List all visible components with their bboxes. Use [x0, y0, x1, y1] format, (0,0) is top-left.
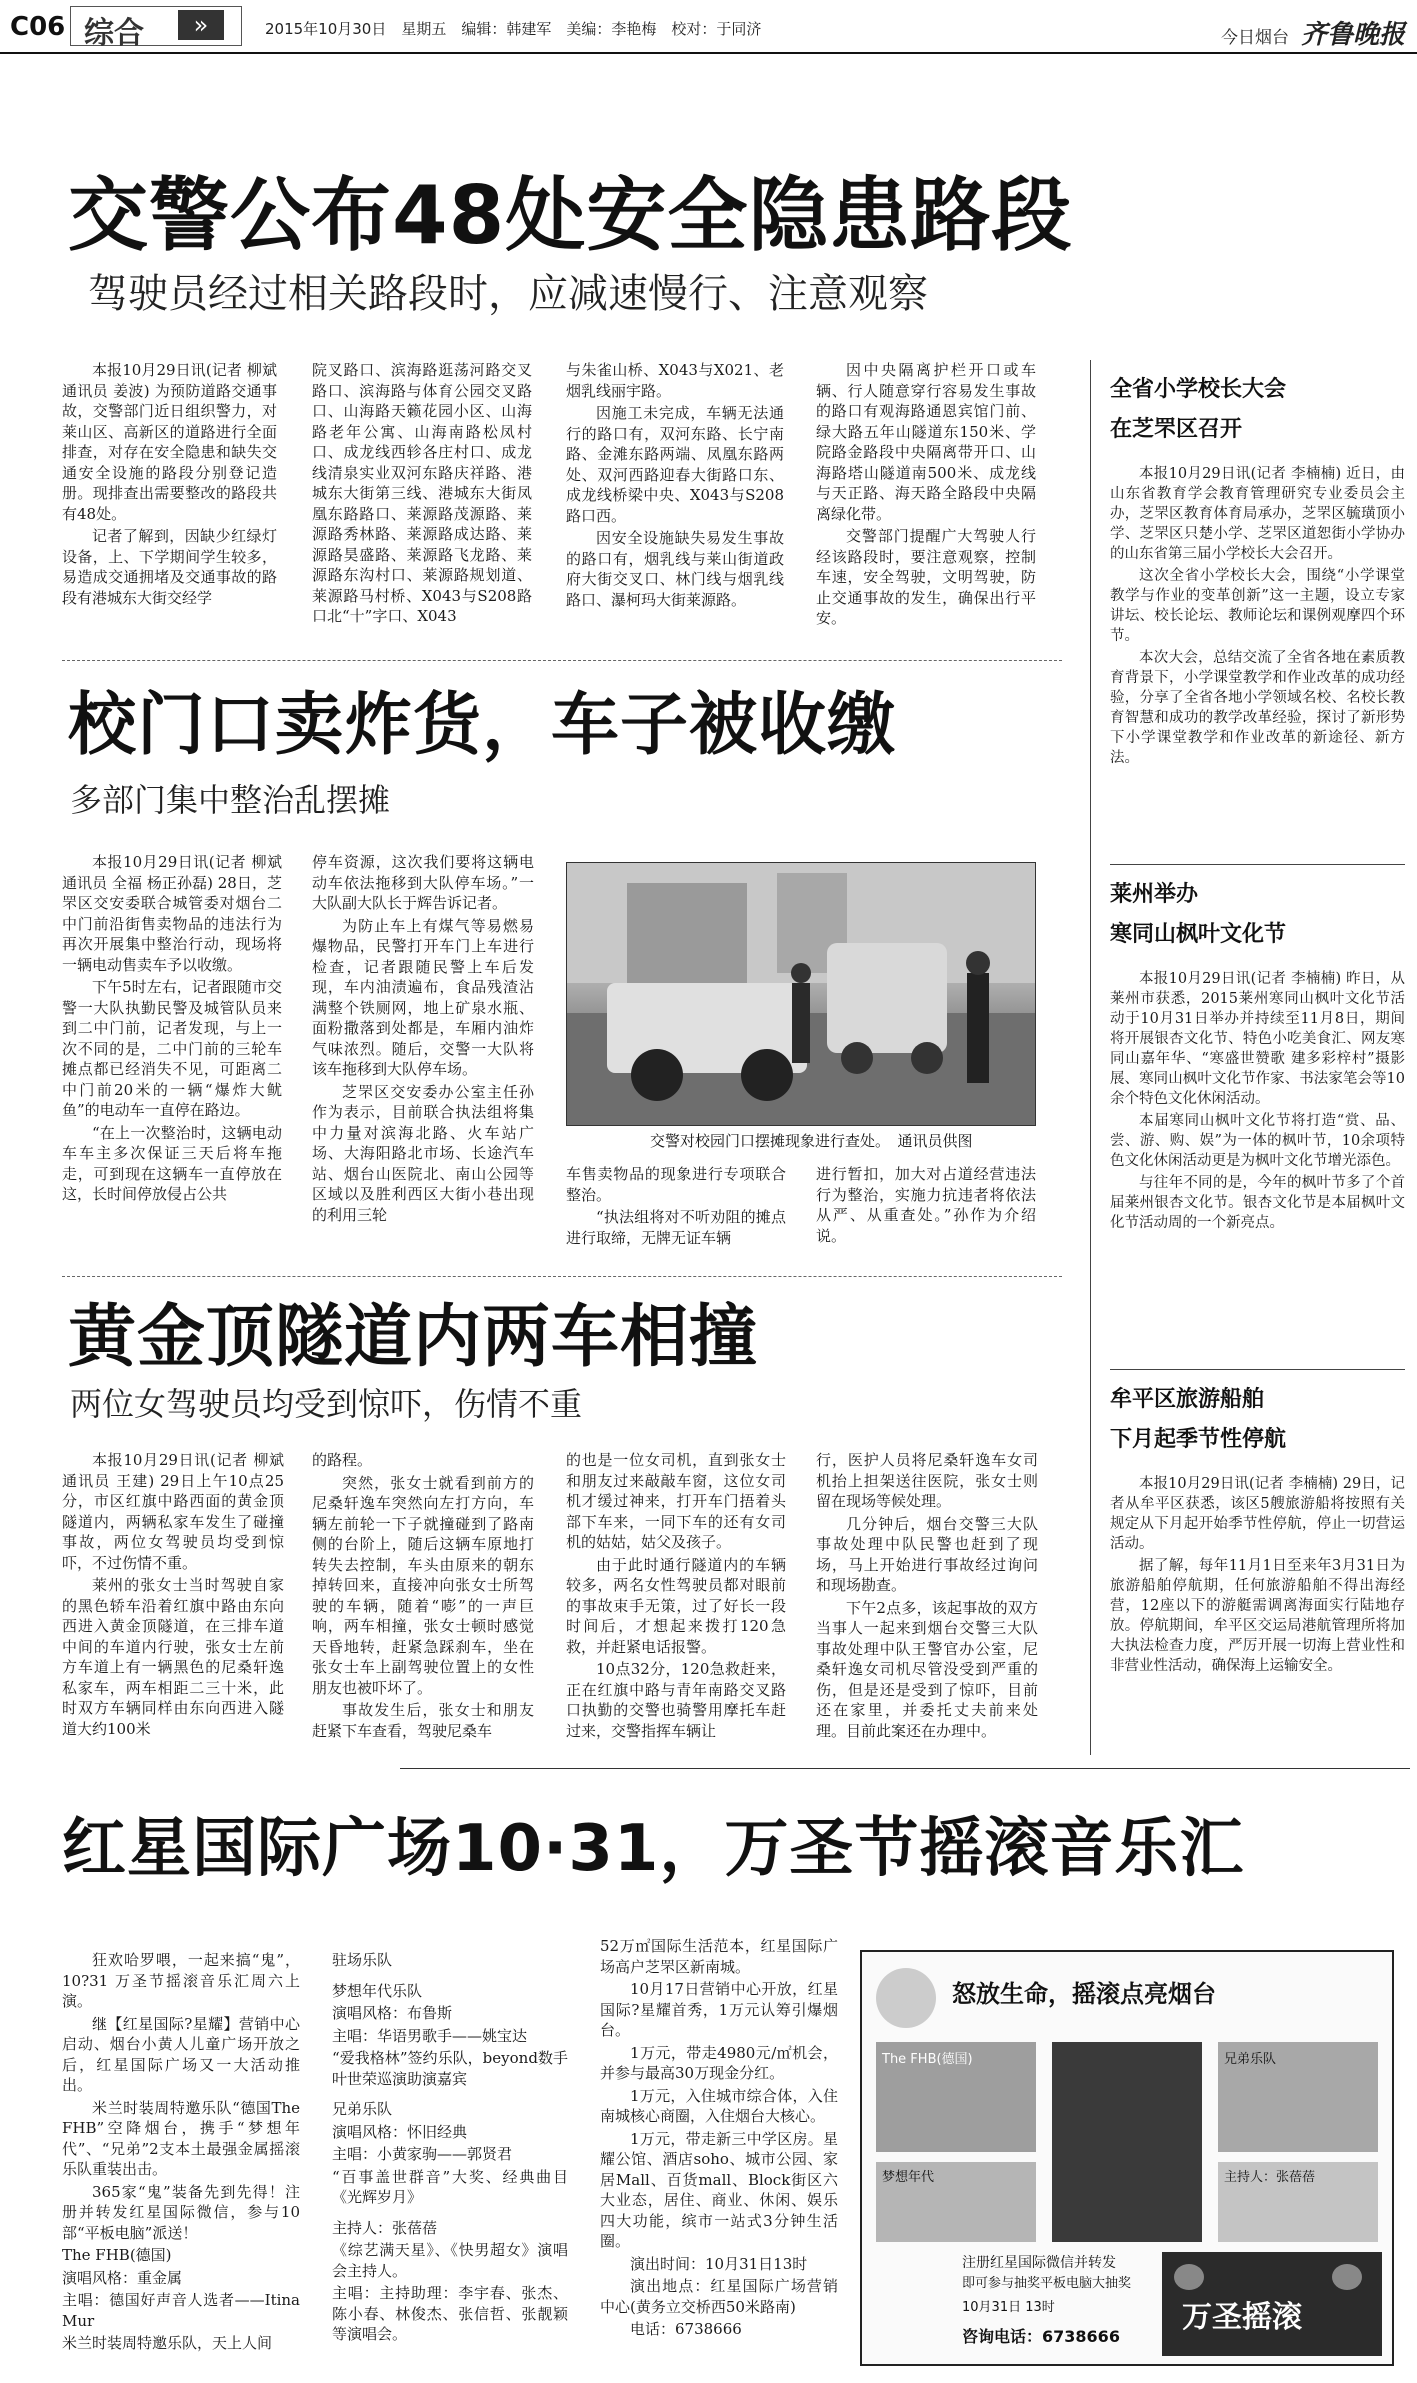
- paragraph: 驻场乐队: [332, 1951, 393, 1969]
- article3-col3: [566, 1450, 786, 1740]
- paragraph: 院叉路口、滨海路逛荡河路交叉路口、滨海路与体育公园交叉路口、山海路天籁花园小区、山海路老年公寓、山海南路松凤村口、成龙线西轸各庄村口、成龙线清泉实业双河东路庆祥路、港城东大街第三线、港城东大街凤凰东路路口、莱源路茂源路、莱源路秀林路、莱源路成达路、莱源路昊盛路、莱源路飞龙路、莱源路东沟村口、莱源路规划道、莱源路马村桥、X043与S208路口北“十”字口、X043: [312, 361, 532, 625]
- paragraph: 下午5时左右，记者跟随市交警一大队执勤民警及城管队员来到二中门前，记者发现，与上一次不同的是，二中门前的三轮车摊点都已经消失不见，可距离二中门前20米的一辆“爆炸大鱿鱼”的电动车一直停在路边。: [62, 978, 282, 1119]
- paragraph: “百事盖世群音”大奖、经典曲目《光辉岁月》: [332, 2167, 568, 2206]
- subhead-3: 两位女驾驶员均受到惊吓，伤情不重: [70, 1385, 583, 1423]
- paragraph: 主唱：德国好声音人选者——Itina Mur: [62, 2291, 300, 2330]
- paragraph: 本报10月29日讯(记者 柳斌 通讯员 全福 杨正孙磊) 28日，芝罘区交安委联合城管委对烟台二中门前沿街售卖物品的违法行为再次开展集中整治行动，现场将一辆电动售卖车予以收缴。: [62, 853, 282, 974]
- ad-middle-2: 即可参与抽奖平板电脑大抽奖: [962, 2276, 1132, 2291]
- pumpkin-icon: [1174, 2264, 1204, 2290]
- paragraph: 突然，张女士就看到前方的尼桑轩逸车突然向左打方向，车辆左前轮一下子就撞碰到了路南侧的台阶上，随后这辆车原地打转失去控制，车头由原来的朝东掉转回来，直接冲向张女士所驾驶的车辆，随着“嘭”的一声巨响，两车相撞，张女士顿时感觉天昏地转，赶紧急踩刹车，坐在张女士车上副驾驶位置上的女性朋友也被吓坏了。: [312, 1473, 534, 1697]
- article4-col3: [600, 1936, 838, 2370]
- header-right: [1221, 14, 1405, 51]
- section-name: 综合: [84, 16, 144, 51]
- paper-logo: 齐鲁晚报: [1300, 20, 1405, 50]
- paragraph: “爱我格林”签约乐队，beyond数手叶世荣巡演助演嘉宾: [332, 2049, 568, 2088]
- paragraph: 电话：6738666: [630, 2320, 742, 2338]
- advertisement: [860, 1950, 1394, 2366]
- paragraph: 这次全省小学校长大会，围绕“小学课堂教学与作业的变革创新”这一主题，设立专家讲坛、校长论坛、教师论坛和课例观摩四个环节。: [1110, 568, 1405, 644]
- paragraph: 主唱：小黄家驹——郭贤君: [332, 2145, 513, 2163]
- paragraph: “执法组将对不听劝阻的摊点进行取缔，无牌无证车辆: [566, 1208, 786, 1247]
- paragraph: 本次大会，总结交流了全省各地在素质教育背景下，小学课堂教学和作业改革的成功经验，分享了全省各地小学领域名校、名校长教育智慧和成功的教学改革经验，探讨了新形势下小学课堂教学和作业改革的新途径、新方法。: [1110, 650, 1405, 766]
- paragraph: 演出地点：红星国际广场营销中心(黄务立交桥西50米路南): [600, 2277, 838, 2316]
- page-header: [0, 0, 1417, 50]
- headline-4: 红星国际广场10·31，万圣节摇滚音乐汇: [62, 1812, 1245, 1886]
- sidebar-title-3b: 下月起季节性停航: [1110, 1427, 1287, 1452]
- sidebar-title-1b: 在芝罘区召开: [1110, 417, 1243, 442]
- sidebar-title-3: 牟平区旅游船舶: [1110, 1387, 1265, 1412]
- article1-col3: [566, 360, 784, 630]
- paragraph: 本报10月29日讯(记者 李楠楠) 昨日，从莱州市获悉，2015莱州寒同山枫叶文化节活动于10月31日举办并持续至11月8日，期间将开展银杏文化节、特色小吃美食汇、网友寒同山嘉年华、“寒盛世赞歌 建多彩梓村”摄影展、寒同山枫叶文化节作家、书法家笔会等10余个特色文化休闲活动。: [1110, 971, 1405, 1107]
- paragraph: 演唱风格：重金属: [62, 2268, 183, 2287]
- sidebar-rule: [1110, 864, 1405, 865]
- band-name: 兄弟乐队: [332, 2100, 393, 2118]
- paragraph: 本届寒同山枫叶文化节将打造“赏、品、尝、游、购、娱”为一体的枫叶节，10余项特色文化休闲活动更是为枫叶文化节增光添色。: [1110, 1113, 1405, 1169]
- article2-col4: [816, 1164, 1036, 1290]
- paragraph: 演唱风格：怀旧经典: [332, 2122, 468, 2141]
- ad-phone-label: 咨询电话：: [962, 2327, 1043, 2346]
- sidebar-body-2: [1110, 969, 1405, 1359]
- paragraph: 交警部门提醒广大驾驶人行经该路段时，要注意观察，控制车速，安全驾驶，文明驾驶，防止交通事故的发生，确保出行平安。: [816, 527, 1036, 627]
- sidebar-body-3: [1110, 1474, 1405, 1784]
- photo-caption: 交警对校园门口摆摊现象进行查处。 通讯员供图: [650, 1132, 973, 1150]
- paragraph: 因施工未完成，车辆无法通行的路口有，双河东路、长宁南路、金滩东路两端、凤凰东路两处、双河西路迎春大街路口东、成龙线桥梁中央、X043与S208路口西。: [566, 404, 784, 525]
- ad-middle: 注册红星国际微信并转发: [962, 2255, 1116, 2271]
- paragraph: 主唱：华语男歌手——姚宝达: [332, 2026, 528, 2045]
- header-right-label: 今日烟台: [1220, 28, 1289, 48]
- headline-3: 黄金顶隧道内两车相撞: [68, 1298, 759, 1377]
- paragraph: 行，医护人员将尼桑轩逸车女司机抬上担架送往医院，张女士则留在现场等候处理。: [816, 1451, 1038, 1510]
- article3-col4: [816, 1450, 1038, 1740]
- ad-band-right-2: 主持人：张蓓蓓: [1224, 2170, 1316, 2185]
- page-number: C06: [10, 12, 66, 42]
- paragraph: 据了解，每年11月1日至来年3月31日为旅游船舶停航期，任何旅游船舶不得出海经营，12座以下的游艇需调离海面实行陆地存放。停航期间，牟平区交运局港航管理所将加大执法检查力度，严厉开展一切海上营业性和非营业性活动，确保海上运输安全。: [1110, 1558, 1405, 1674]
- logo-icon: [876, 1968, 936, 2028]
- paragraph: 演唱风格：布鲁斯: [332, 2004, 453, 2022]
- paragraph: 事故发生后，张女士和朋友赶紧下车查看，驾驶尼桑车: [312, 1701, 534, 1740]
- ad-phone-number: 6738666: [1042, 2327, 1120, 2346]
- article-separator: [62, 1276, 1062, 1277]
- paragraph: 莱州的张女士当时驾驶自家的黑色轿车沿着红旗中路由东向西进入黄金顶隧道，在三排车道中间的车道内行驶，张女士左前方车道上有一辆黑色的尼桑轩逸私家车，两车相距二三十米，此时双方车辆同样由东向西进入隧道大约100米: [62, 1576, 284, 1738]
- paragraph: 1万元，带走4980元/㎡机会，并参与最高30万现金分红。: [600, 2043, 838, 2082]
- paragraph: 进行暂扣，加大对占道经营违法行为整治，实施力抗违者将依法从严、从重查处。”孙作为介绍说。: [816, 1165, 1036, 1245]
- stage-photo: [1052, 2042, 1202, 2242]
- article1-col2: [312, 360, 532, 630]
- article2-col3: [566, 1164, 786, 1290]
- sidebar-body-1: [1110, 464, 1405, 854]
- paragraph: 本报10月29日讯(记者 柳斌 通讯员 王建) 29日上午10点25分，市区红旗中路西面的黄金顶隧道内，两辆私家车发生了碰撞事故，两位女驾驶员均受到惊吓，不过伤情不重。: [62, 1451, 284, 1572]
- paragraph: 1万元，入住城市综合体，入住南城核心商圈，入住烟台大核心。: [600, 2086, 838, 2125]
- headline-2: 校门口卖炸货，车子被收缴: [68, 686, 897, 765]
- paragraph: 52万㎡国际生活范本，红星国际广场高户芝罘区新南城。: [600, 1937, 838, 1976]
- paragraph: 几分钟后，烟台交警三大队事故处理中队民警也赶到了现场，马上开始进行事故经过询问和现场勘查。: [816, 1514, 1038, 1594]
- paragraph: “在上一次整治时，这辆电动车车主多次保证三天后将车拖走，可到现在这辆车一直停放在这，长时间停放侵占公共: [62, 1123, 282, 1203]
- paragraph: 本报10月29日讯(记者 李楠楠) 29日，记者从牟平区获悉，该区5艘旅游船将按照有关规定从下月起开始季节性停航，停止一切营运活动。: [1110, 1476, 1405, 1552]
- article2-col2: [312, 852, 534, 1290]
- paragraph: 演出时间：10月31日13时: [630, 2254, 808, 2273]
- news-photo: [566, 862, 1036, 1126]
- paragraph: 芝罘区交安委办公室主任孙作为表示，目前联合执法组将集中力量对滨海北路、火车站广场、大海阳路北市场、长途汽车站、烟台山医院北、南山公园等区域以及胜利西区大街小巷出现的利用三轮: [312, 1082, 534, 1224]
- sidebar-title-1: 全省小学校长大会: [1110, 377, 1287, 402]
- header-info: 2015年10月30日 星期五 编辑：韩建军 美编：李艳梅 校对：于同济: [265, 20, 762, 38]
- paragraph: 由于此时通行隧道内的车辆较多，两名女性驾驶员都对眼前的事故束手无策，过了好长一段时间后，才想起来拨打120急救，并赶紧电话报警。: [566, 1555, 786, 1656]
- paragraph: 米兰时装周特邀乐队，天上人间: [62, 2334, 273, 2352]
- ad-band-right: 兄弟乐队: [1224, 2052, 1277, 2067]
- section-separator: [400, 1768, 1410, 1769]
- ad-band-left: The FHB(德国): [882, 2052, 973, 2067]
- headline-1: 交警公布48处安全隐患路段: [68, 169, 1073, 262]
- paragraph: 本报10月29日讯(记者 李楠楠) 近日，由山东省教育学会教育管理研究专业委员会主办，芝罘区教育体育局承办，芝罘区毓璜顶小学、芝罘区只楚小学、芝罘区道恕街小学协办的山东省第三届小学校长大会召开。: [1110, 466, 1405, 562]
- article1-col4: [816, 360, 1036, 630]
- paragraph: 米兰时装周特邀乐队“德国The FHB”空降烟台，携手“梦想年代”、“兄弟”2支本土最强金属摇滚乐队重装出击。: [62, 2098, 300, 2178]
- ad-brand: 万圣摇滚: [1182, 2300, 1302, 2335]
- paragraph: 10月17日营销中心开放，红星国际?星耀首秀，1万元认筹引爆烟台。: [600, 1980, 838, 2039]
- ad-phone: [962, 2324, 1120, 2347]
- paragraph: 10点32分，120急救赶来，正在红旗中路与青年南路交叉路口执勤的交警也骑警用摩托车赶过来，交警指挥车辆让: [566, 1660, 786, 1740]
- paragraph: 与朱雀山桥、X043与X021、老烟乳线丽宇路。: [566, 361, 784, 400]
- article-separator: [62, 660, 1062, 661]
- sidebar-title-2b: 寒同山枫叶文化节: [1110, 922, 1287, 947]
- host-name: 主持人：张蓓蓓: [332, 2218, 438, 2237]
- band-name: The FHB(德国): [62, 2246, 172, 2264]
- paragraph: 为防止车上有煤气等易燃易爆物品，民警打开车门上车进行检查，记者跟随民警上车后发现，车内油渍遍布，食品残渣沾满整个铁厕网，地上矿泉水瓶、面粉撒落到处都是，车厢内油炸气味浓烈。随后，交警一大队将该车拖移到大队停车场。: [312, 916, 534, 1078]
- ad-slogan: 怒放生命，摇滚点亮烟台: [952, 1980, 1216, 2008]
- paragraph: 主唱：主持助理：李宇春、张杰、陈小春、林俊杰、张信哲、张靓颖等演唱会。: [332, 2284, 568, 2343]
- pumpkin-icon: [1332, 2264, 1362, 2290]
- sidebar-rule: [1110, 1369, 1405, 1370]
- paragraph: 与往年不同的是，今年的枫叶节多了个首届莱州银杏文化节。银杏文化节是本届枫叶文化节活动周的一个新亮点。: [1110, 1175, 1405, 1231]
- paragraph: 继【红星国际?星耀】营销中心启动、烟台小黄人儿童广场开放之后，红星国际广场又一大活动推出。: [62, 2014, 300, 2094]
- paragraph: 因安全设施缺失易发生事故的路口有，烟乳线与莱山街道政府大街交叉口、林门线与烟乳线路口、瀑柯玛大街莱源路。: [566, 529, 784, 609]
- article3-col1: [62, 1450, 284, 1738]
- ad-band-left-2: 梦想年代: [882, 2170, 935, 2185]
- article4-col1: [62, 1950, 300, 2370]
- sidebar-divider: [1090, 360, 1091, 1755]
- article1-col1: [62, 360, 277, 630]
- sidebar-title-2: 莱州举办: [1110, 882, 1199, 907]
- article3-col2: [312, 1450, 534, 1740]
- sidebar: [1110, 360, 1405, 1750]
- subhead-2: 多部门集中整治乱摆摊: [70, 781, 391, 819]
- paragraph: 因中央隔离护栏开口或车辆、行人随意穿行容易发生事故的路口有观海路通恩宾馆门前、绿大路五年山隧道东150米、学院路金路段中央隔离带开口、山海路塔山隧道南500米、成龙线与天正路、海天路全路段中央隔离绿化带。: [816, 361, 1036, 523]
- paragraph: 记者了解到，因缺少红绿灯设备，上、下学期间学生较多，易造成交通拥堵及交通事故的路段有港城东大街交经学: [62, 527, 277, 607]
- paragraph: 的路程。: [312, 1451, 373, 1469]
- paragraph: 的也是一位女司机，直到张女士和朋友过来敲敲车窗，这位女司机才缓过神来，打开车门捂着头部下车来，一同下车的还有女司机的姑姑，姑父及孩子。: [566, 1451, 786, 1551]
- band-name: 梦想年代乐队: [332, 1981, 423, 2000]
- paragraph: 下午2点多，该起事故的双方当事人一起来到烟台交警三大队事故处理中队王警官办公室，尼桑轩逸女司机尽管没受到严重的伤，但是还是受到了惊吓，目前还在家里，并委托丈夫前来处理。目前此案还在办理中。: [816, 1598, 1038, 1740]
- ad-date: 10月31日 13时: [962, 2300, 1055, 2315]
- paragraph: 1万元，带走新三中学区房。星耀公馆、酒店soho、城市公园、家居Mall、百货mall、Block街区六大业态，居住、商业、休闲、娱乐四大功能，缤市一站式3分钟生活圈。: [600, 2129, 838, 2250]
- paragraph: 本报10月29日讯(记者 柳斌 通讯员 姜波) 为预防道路交通事故，交警部门近日组织警力，对莱山区、高新区的道路进行全面排查，对存在安全隐患和缺失交通安全设施的路段分别登记造册。现排查出需要整改的路段共有48处。: [62, 361, 277, 523]
- article2-col1: [62, 852, 282, 1290]
- paragraph: 停车资源，这次我们要将这辆电动车依法拖移到大队停车场。”一大队副大队长于辉告诉记者。: [312, 853, 534, 912]
- paragraph: 车售卖物品的现象进行专项联合整治。: [566, 1165, 786, 1204]
- article4-col2: [332, 1950, 568, 2370]
- paragraph: 《综艺满天星》、《快男超女》演唱会主持人。: [332, 2241, 568, 2280]
- header-rule: [0, 52, 1417, 54]
- paragraph: 狂欢哈罗喂，一起来搞“鬼”，10?31 万圣节摇滚音乐汇周六上演。: [62, 1951, 300, 2010]
- subhead-1: 驾驶员经过相关路段时，应减速慢行、注意观察: [88, 271, 928, 317]
- section-arrow-icon: »: [178, 10, 224, 40]
- tow-truck-photo-icon: [567, 863, 1035, 1125]
- paragraph: 365家“鬼”装备先到先得！注册并转发红星国际微信，参与10部“平板电脑”派送！: [62, 2182, 300, 2242]
